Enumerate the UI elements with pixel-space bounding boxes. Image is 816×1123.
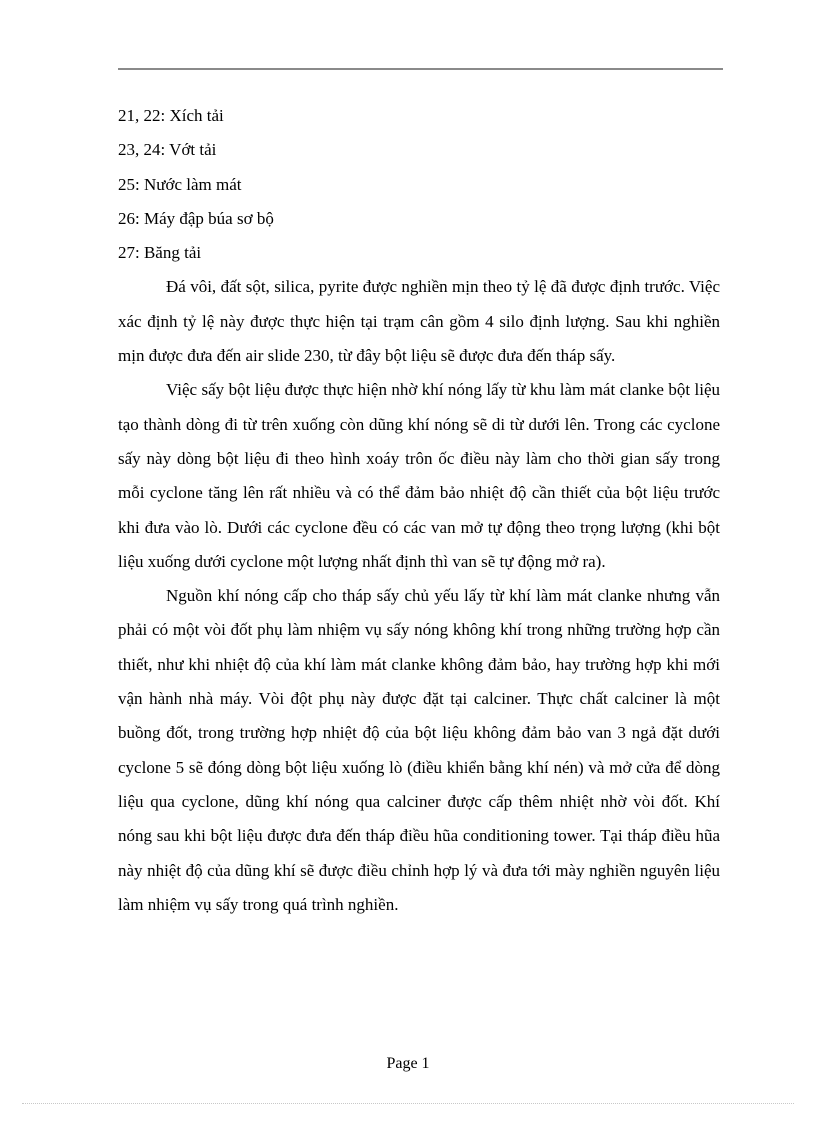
legend-item: 23, 24: Vớt tải [118, 140, 217, 160]
legend-item: 21, 22: Xích tải [118, 106, 224, 125]
legend-list [118, 99, 720, 270]
body-paragraph-hot-gas: Nguồn khí nóng cấp cho tháp sấy chủ yếu lấy từ khí làm mát clanke nhưng vẫn phải có một vòi đốt phụ làm nhiệm vụ sấy nóng không khí trong những trường hợp cần thiết, như khi nhiệt độ của khí làm mát clanke không đảm bảo, hay trường hợp khi mới vận hành nhà máy. Vòi đột phụ này được đặt tại calciner. Thực chất calciner là một buồng đốt, trong trường hợp nhiệt độ của bột liệu không đảm bảo van 3 ngả đặt dưới cyclone 5 sẽ đóng dòng bột liệu xuống lò (điều khiển bằng khí nén) và mở cửa để dòng liệu qua cyclone, dũng khí nóng qua calciner được cấp thêm nhiệt nhờ vòi đốt. Khí nóng sau khi bột liệu được đưa đến tháp điều hũa conditioning tower. Tại tháp điều hũa này nhiệt độ của dũng khí sẽ được điều chỉnh hợp lý và đưa tới mày nghiền nguyên liệu làm nhiệm vụ sấy trong quá trình nghiền. [118, 586, 720, 914]
page-bottom-border [22, 1103, 794, 1104]
body-paragraph-drying: Việc sấy bột liệu được thực hiện nhờ khí nóng lấy từ khu làm mát clanke bột liệu tạo thành dòng đi từ trên xuống còn dũng khí nóng sẽ di từ dưới lên. Trong các cyclone sấy này dòng bột liệu đi theo hình xoáy trôn ốc điều này làm cho thời gian sấy trong mỗi cyclone tăng lên rất nhiều và có thể đảm bảo nhiệt độ cần thiết của bột liệu trước khi đưa vào lò. Dưới các cyclone đều có các van mở tự động theo trọng lượng (khi bột liệu xuống dưới cyclone một lượng nhất định thì van sẽ tự động mở ra). [118, 380, 720, 571]
document-body [118, 99, 720, 922]
page-number: Page 1 [386, 1055, 430, 1072]
header-rule [118, 68, 723, 70]
legend-item: 25: Nước làm mát [118, 174, 242, 194]
legend-item: 26: Máy đập búa sơ bộ [118, 208, 274, 228]
legend-item: 27: Băng tải [118, 243, 202, 263]
body-paragraph-raw-material: Đá vôi, đất sột, silica, pyrite được nghiền mịn theo tỷ lệ đã được định trước. Việc xác định tỷ lệ này được thực hiện tại trạm cân gồm 4 silo định lượng. Sau khi nghiền mịn được đưa đến air slide 230, từ đây bột liệu sẽ được đưa đến tháp sấy. [118, 277, 720, 366]
